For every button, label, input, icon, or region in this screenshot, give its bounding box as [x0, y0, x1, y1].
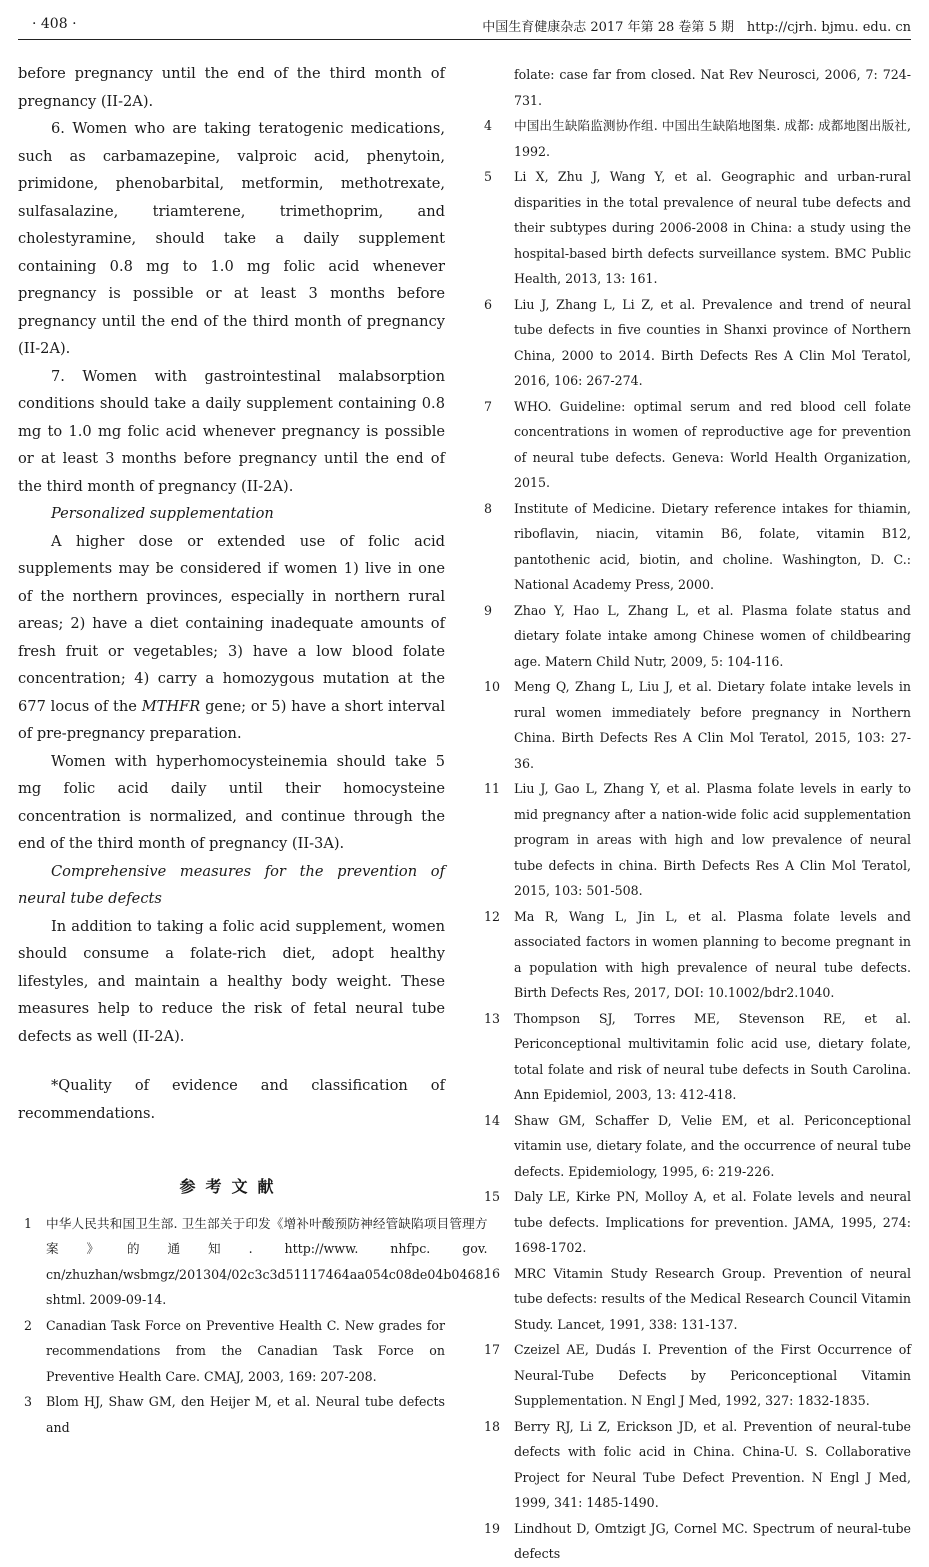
reference-item: [478, 1516, 911, 1567]
reference-text: Shaw GM, Schaffer D, Velie EM, et al. Periconceptional vitamin use, dietary folate, and the occurrence of neural tube defects. Epidemiology, 1995, 6: 219-226.: [514, 1112, 911, 1179]
reference-number: 9: [484, 602, 493, 618]
reference-item: [478, 1184, 911, 1261]
reference-text: Li X, Zhu J, Wang Y, et al. Geographic and urban-rural disparities in the total prevalence of neural tube defects and their subtypes during 2006-2008 in China: a study using the hospital-based birth defects surveillance system. BMC Public Health, 2013, 13: 161.: [514, 169, 911, 286]
reference-text: Institute of Medicine. Dietary reference intakes for thiamin, riboflavin, niacin, vitamin B6, folate, vitamin B12, pantothenic acid, biotin, and choline. Washington, D. C.: National Academy Press, 2000.: [514, 500, 911, 592]
reference-text: MRC Vitamin Study Research Group. Prevention of neural tube defects: results of the Medical Research Council Vitamin Study. Lancet, 1991, 338: 131-137.: [514, 1265, 911, 1332]
reference-item: [478, 292, 911, 394]
reference-text: Blom HJ, Shaw GM, den Heijer M, et al. Neural tube defects and: [46, 1394, 445, 1435]
personalized-text-b: gene; or 5) have a short interval of pre-pregnancy preparation.: [18, 697, 446, 742]
reference-text: 中国出生缺陷监测协作组. 中国出生缺陷地图集. 成都: 成都地图出版社, 1992.: [514, 118, 911, 159]
references-heading: 参考文献: [179, 1177, 284, 1196]
page-header: [18, 14, 911, 40]
reference-item: [478, 674, 911, 776]
reference-number: 6: [484, 296, 493, 312]
paragraph-hyperhomocysteinemia: Women with hyperhomocysteinemia should take 5 mg folic acid daily until their homocysteine concentration is normalized, and continue through the end of the third month of pregnancy (II-3A).: [18, 752, 445, 852]
reference-text: Canadian Task Force on Preventive Health C. New grades for recommendations from the Canadian Task Force on Preventive Health Care. CMAJ, 2003, 169: 207-208.: [46, 1317, 445, 1384]
subheading-comprehensive: Comprehensive measures for the prevention of neural tube defects: [18, 862, 445, 907]
reference-item: [478, 598, 911, 675]
header-rule: [18, 39, 911, 40]
reference-item: [18, 1389, 445, 1440]
personalized-text-a: A higher dose or extended use of folic acid supplements may be considered if women 1) live in one of the northern provinces, especially in northern rural areas; 2) have a diet containing inadequate amounts of fresh fruit or vegetables; 3) have a low blood folate concentration; 4) carry a homozygous mutation at the 677 locus of the: [18, 532, 445, 715]
page-number: · 408 ·: [32, 16, 77, 32]
references-right-list: [478, 113, 911, 1567]
reference-number: 15: [484, 1189, 501, 1204]
reference-text: Ma R, Wang L, Jin L, et al. Plasma folate levels and associated factors in women planning to become pregnant in a population with high prevalence of neural tube defects. Birth Defects Res, 2017, DOI: 10.1002/bdr2.1040.: [514, 908, 911, 1000]
reference-text: Liu J, Zhang L, Li Z, et al. Prevalence and trend of neural tube defects in five counties in Shanxi province of Northern China, 2000 to 2014. Birth Defects Res A Clin Mol Teratol, 2016, 106: 267-274.: [514, 296, 911, 388]
reference-number: 19: [484, 1520, 501, 1536]
paragraph-continuation: before pregnancy until the end of the third month of pregnancy (II-2A).: [18, 65, 445, 110]
subheading-personalized: Personalized supplementation: [51, 505, 274, 522]
reference-text: Liu J, Gao L, Zhang Y, et al. Plasma folate levels in early to mid pregnancy after a nation-wide folic acid supplementation program in areas with high and low prevalence of neural tube defects in china. Birth Defects Res A Clin Mol Teratol, 2015, 103: 501-508.: [514, 781, 911, 898]
right-column: [478, 62, 911, 1567]
reference-text: Czeizel AE, Dudás I. Prevention of the First Occurrence of Neural-Tube Defects by Periconceptional Vitamin Supplementation. N Engl J Med, 1992, 327: 1832-1835.: [514, 1342, 911, 1408]
paragraph-comprehensive: In addition to taking a folic acid supplement, women should consume a folate-rich diet, adopt healthy lifestyles, and maintain a healthy body weight. These measures help to reduce the risk of fetal neural tube defects as well (II-2A).: [18, 917, 445, 1045]
reference-number: 12: [484, 908, 501, 924]
reference-item: [478, 394, 911, 496]
reference-number: 13: [484, 1010, 501, 1026]
reference-item: [18, 1313, 445, 1390]
reference-item: [478, 1108, 911, 1185]
reference-item: [478, 164, 911, 292]
reference-number: 18: [484, 1418, 501, 1434]
reference-item: [478, 113, 911, 164]
reference-text: Meng Q, Zhang L, Liu J, et al. Dietary folate intake levels in rural women immediately before pregnancy in Northern China. Birth Defects Res A Clin Mol Teratol, 2015, 103: 27-36.: [514, 679, 911, 771]
recommendation-6: 6. Women who are taking teratogenic medications, such as carbamazepine, valproic acid, phenytoin, primidone, phenobarbital, metformin, methotrexate, sulfasalazine, triamterene, trimethoprim, and cholestyramine, should take a daily supplement containing 0.8 mg to 1.0 mg folic acid whenever pregnancy is possible or at least 3 months before pregnancy until the end of the third month of pregnancy (II-2A).: [18, 120, 445, 357]
reference-number: 1: [24, 1215, 33, 1231]
reference-item: [478, 1414, 911, 1516]
reference-item: [478, 904, 911, 1006]
reference-text: Daly LE, Kirke PN, Molloy A, et al. Folate levels and neural tube defects. Implications for prevention. JAMA, 1995, 274: 1698-1702.: [514, 1189, 911, 1255]
reference-item: [478, 496, 911, 598]
reference-number: 10: [484, 679, 501, 694]
reference-number: 8: [484, 500, 493, 516]
reference-number: 2: [24, 1317, 33, 1333]
reference-text: Thompson SJ, Torres ME, Stevenson RE, et al. Periconceptional multivitamin folic acid use, dietary folate, total folate and risk of neural tube defects in South Carolina. Ann Epidemiol, 2003, 13: 412-418.: [514, 1010, 911, 1102]
recommendation-7: 7. Women with gastrointestinal malabsorption conditions should take a daily supplement containing 0.8 mg to 1.0 mg folic acid whenever pregnancy is possible or at least 3 months before pregnancy until the end of the third month of pregnancy (II-2A).: [18, 367, 445, 495]
left-column: [18, 60, 488, 1440]
reference-number: 14: [484, 1112, 501, 1128]
reference-text: WHO. Guideline: optimal serum and red blood cell folate concentrations in women of reproductive age for prevention of neural tube defects. Geneva: World Health Organization, 2015.: [514, 398, 911, 490]
reference-number: 7: [484, 398, 493, 414]
reference-number: 16: [484, 1265, 501, 1281]
reference-item: [18, 1211, 488, 1313]
reference-continuation: folate: case far from closed. Nat Rev Neurosci, 2006, 7: 724-731.: [514, 67, 911, 108]
reference-number: 17: [484, 1342, 501, 1357]
footnote-quality: *Quality of evidence and classification of recommendations.: [18, 1077, 445, 1122]
reference-item: [478, 1337, 911, 1414]
paragraph-personalized: [18, 528, 445, 748]
reference-item: [478, 776, 911, 904]
reference-item: [478, 1006, 911, 1108]
reference-number: 5: [484, 169, 493, 184]
reference-text: Berry RJ, Li Z, Erickson JD, et al. Prevention of neural-tube defects with folic acid in China. China-U. S. Collaborative Project for Neural Tube Defect Prevention. N Engl J Med, 1999, 341: 1485-1490.: [514, 1418, 911, 1510]
reference-number: 11: [484, 781, 501, 796]
reference-text: Lindhout D, Omtzigt JG, Cornel MC. Spectrum of neural-tube defects: [514, 1520, 911, 1561]
reference-item: [478, 1261, 911, 1338]
gene-name: MTHFR: [141, 697, 201, 715]
reference-text: Zhao Y, Hao L, Zhang L, et al. Plasma folate status and dietary folate intake among Chinese women of childbearing age. Matern Child Nutr, 2009, 5: 104-116.: [514, 602, 911, 669]
references-left-list: [18, 1211, 488, 1441]
reference-number: 4: [484, 118, 493, 133]
reference-number: 3: [24, 1394, 33, 1409]
running-head: 中国生育健康杂志 2017 年第 28 卷第 5 期 http://cjrh. bjmu. edu. cn: [482, 20, 911, 35]
reference-text: 中华人民共和国卫生部. 卫生部关于印发《增补叶酸预防神经管缺陷项目管理方案》的通知. http://www. nhfpc. gov. cn/zhuzhan/wsbmgz/201304/02c3c3d51117464aa054c08de04b0468. shtml. 2009-09-14.: [46, 1215, 488, 1307]
